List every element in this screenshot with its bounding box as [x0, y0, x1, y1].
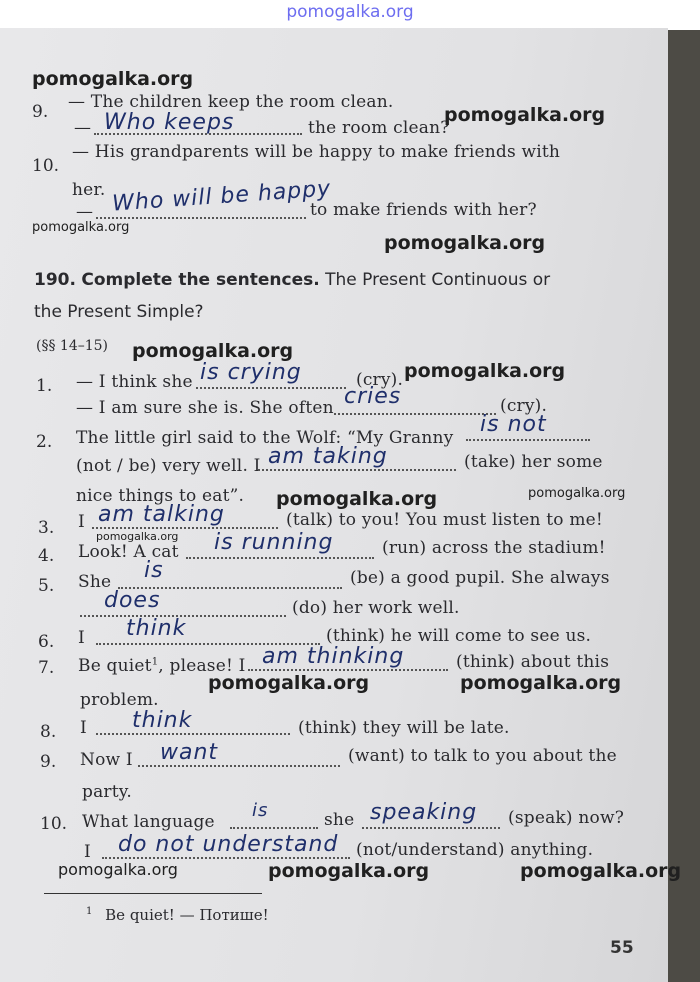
handwritten-answer: speaking	[370, 800, 478, 825]
handwritten-answer: think	[126, 616, 187, 641]
handwritten-answer: is	[144, 558, 164, 583]
sentence: I	[78, 512, 85, 532]
verb-hint: (think) they will be late.	[298, 718, 510, 738]
dash: —	[74, 118, 92, 138]
watermark: pomogalka.org	[460, 672, 622, 694]
handwritten-answer: cries	[344, 384, 402, 409]
footnote-marker: 1	[86, 906, 93, 917]
item-number: 6.	[38, 632, 55, 652]
verb-hint: (not/understand) anything.	[356, 840, 594, 860]
answer-dotted-line	[230, 826, 318, 829]
verb-hint: (think) about this	[456, 652, 610, 672]
sentence: Now I	[80, 750, 133, 770]
watermark: pomogalka.org	[58, 860, 178, 879]
top-watermark: pomogalka.org	[286, 2, 414, 22]
exercise-heading	[34, 270, 550, 290]
sentence: I	[84, 842, 91, 862]
sentence: her.	[72, 180, 106, 200]
watermark: pomogalka.org	[132, 340, 294, 362]
sentence: What language	[82, 812, 215, 832]
watermark: pomogalka.org	[208, 672, 370, 694]
handwritten-answer: is crying	[200, 360, 302, 385]
sentence: nice things to eat”.	[76, 486, 245, 506]
handwritten-answer: Who keeps	[104, 110, 235, 135]
dash: —	[76, 202, 94, 222]
verb-hint: (run) across the stadium!	[382, 538, 606, 558]
handwritten-answer: want	[160, 740, 219, 765]
handwritten-answer: am thinking	[262, 644, 405, 669]
watermark: pomogalka.org	[528, 486, 626, 501]
sentence: — The children keep the room clean.	[68, 92, 394, 112]
answer-dotted-line	[186, 556, 374, 559]
answer-dotted-line	[96, 732, 290, 735]
sentence: I	[80, 718, 87, 738]
exercise-instruction: The Present Continuous or	[325, 270, 551, 290]
verb-hint: (do) her work well.	[292, 598, 460, 618]
sentence: She	[78, 572, 112, 592]
verb-hint: (cry).	[356, 370, 404, 390]
watermark: pomogalka.org	[268, 860, 430, 882]
sentence-tail: to make friends with her?	[310, 200, 537, 220]
handwritten-answer: does	[104, 588, 161, 613]
exercise-instruction-line2: the Present Simple?	[34, 302, 204, 322]
sentence: The little girl said to the Wolf: “My Granny	[76, 428, 454, 448]
sentence: Look! A cat	[78, 542, 179, 562]
item-number: 3.	[38, 518, 55, 538]
exercise-instruction-bold: Complete the sentences.	[81, 270, 320, 290]
item-number: 9.	[32, 102, 49, 122]
verb-hint: (be) a good pupil. She always	[350, 568, 610, 588]
watermark: pomogalka.org	[276, 488, 438, 510]
footnote-text: Be quiet! — Потише!	[105, 906, 269, 924]
handwritten-answer: is	[252, 800, 269, 821]
verb-hint: (think) he will come to see us.	[326, 626, 592, 646]
watermark: pomogalka.org	[96, 530, 179, 543]
watermark: pomogalka.org	[520, 860, 682, 882]
sentence: — I think she	[76, 372, 193, 392]
sentence: party.	[82, 782, 132, 802]
handwritten-answer: do not understand	[118, 832, 339, 857]
sentence: she	[324, 810, 355, 830]
item-number: 1.	[36, 376, 53, 396]
item-number: 4.	[38, 546, 55, 566]
item-number: 7.	[38, 658, 55, 678]
sentence-tail: the room clean?	[308, 118, 450, 138]
item-number: 5.	[38, 576, 55, 596]
paragraph-reference: (§§ 14–15)	[36, 338, 109, 354]
sentence: — I am sure she is. She often	[76, 398, 334, 418]
sentence: — His grandparents will be happy to make friends with	[72, 142, 561, 162]
verb-hint: (talk) to you! You must listen to me!	[286, 510, 603, 530]
item-number: 10.	[32, 156, 60, 176]
watermark: pomogalka.org	[32, 220, 130, 235]
answer-dotted-line	[334, 412, 496, 415]
item-number: 8.	[40, 722, 57, 742]
sentence-part: , please! I	[158, 656, 246, 676]
page-number: 55	[610, 938, 634, 958]
item-number: 9.	[40, 752, 57, 772]
handwritten-answer: Who will be happy	[111, 176, 332, 217]
verb-hint: (speak) now?	[508, 808, 625, 828]
watermark: pomogalka.org	[444, 104, 606, 126]
sentence-part: Be quiet	[78, 656, 152, 676]
handwritten-answer: is not	[480, 412, 547, 437]
verb-hint: (want) to talk to you about the	[348, 746, 617, 766]
footnote	[86, 906, 269, 924]
answer-dotted-line	[196, 386, 346, 389]
exercise-number: 190.	[34, 270, 76, 290]
footnote-marker: 1	[151, 656, 159, 668]
watermark: pomogalka.org	[32, 68, 194, 90]
handwritten-answer: am taking	[268, 444, 388, 469]
item-number: 10.	[40, 814, 68, 834]
sentence: I	[78, 628, 85, 648]
verb-hint: (take) her some	[464, 452, 603, 472]
handwritten-answer: am talking	[98, 502, 225, 527]
item-number: 2.	[36, 432, 53, 452]
handwritten-answer: is running	[214, 530, 334, 555]
watermark: pomogalka.org	[404, 360, 566, 382]
answer-dotted-line	[466, 438, 590, 441]
sentence: problem.	[80, 690, 159, 710]
answer-dotted-line	[362, 826, 500, 829]
verb-hint: (not / be) very well. I	[76, 456, 261, 476]
watermark: pomogalka.org	[384, 232, 546, 254]
footnote-divider	[44, 893, 262, 894]
handwritten-answer: think	[132, 708, 193, 733]
answer-dotted-line	[96, 216, 306, 219]
verb-hint: (cry).	[500, 396, 548, 416]
